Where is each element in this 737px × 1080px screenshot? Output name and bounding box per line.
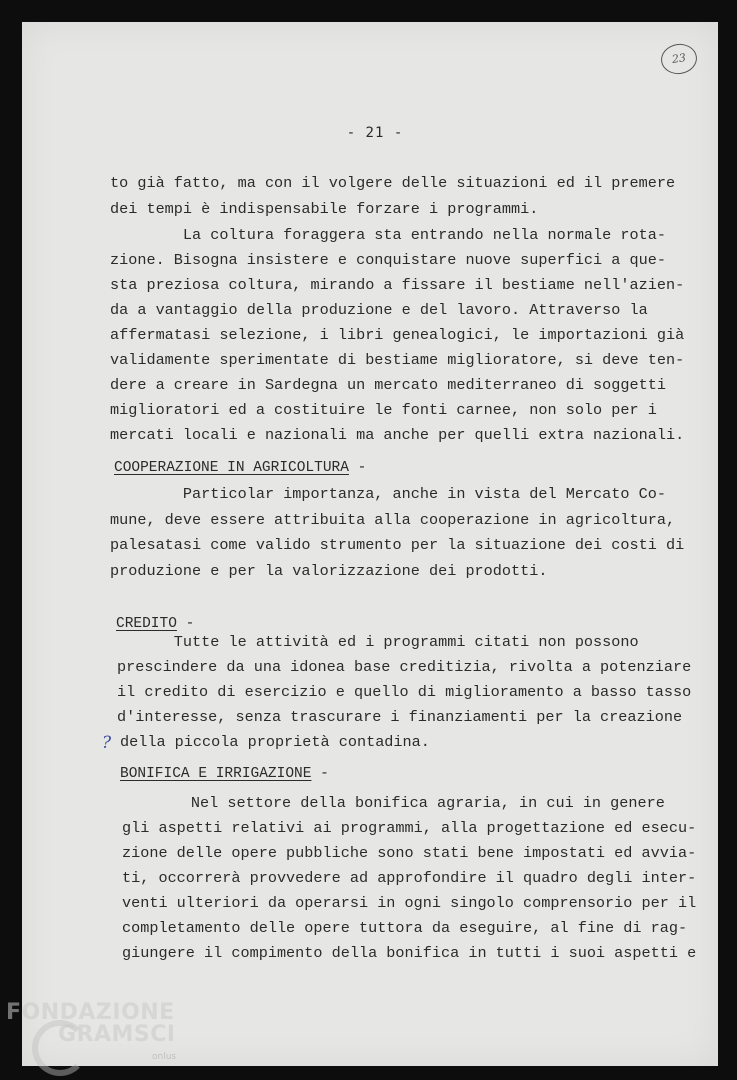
section-heading-cooperazione [114, 460, 366, 476]
body-line: della piccola proprietà contadina. [120, 733, 430, 751]
body-line: miglioratori ed a costituire le fonti carnee, non solo per i [110, 401, 657, 419]
body-line: to già fatto, ma con il volgere delle situazioni ed il premere [110, 174, 676, 192]
body-line: sta preziosa coltura, mirando a fissare il bestiame nell'azien- [110, 276, 685, 294]
body-line: Nel settore della bonifica agraria, in cui in genere [118, 794, 665, 812]
body-line: completamento delle opere tuttora da eseguire, al fine di rag- [122, 919, 688, 937]
body-line: giungere il compimento della bonifica in tutti i suoi aspetti e [122, 944, 697, 962]
body-line: d'interesse, senza trascurare i finanziamenti per la creazione [117, 708, 683, 726]
archive-page-stamp: 23 [659, 42, 699, 77]
body-line: Particolar importanza, anche in vista del Mercato Co- [110, 485, 666, 503]
body-line: prescindere da una idonea base creditizia, rivolta a potenziare [117, 658, 692, 676]
section-heading-dash: - [311, 766, 329, 782]
section-heading-dash: - [348, 460, 367, 476]
body-line: dere a creare in Sardegna un mercato mediterraneo di soggetti [110, 376, 666, 394]
section-heading-dash: - [176, 616, 195, 632]
section-heading-text: CREDITO [116, 616, 177, 632]
section-heading-bonifica [120, 766, 329, 782]
body-line: mercati locali e nazionali ma anche per quelli extra nazionali. [110, 426, 685, 444]
body-line: zione. Bisogna insistere e conquistare nuove superfici a que- [110, 251, 666, 269]
section-heading-text: BONIFICA E IRRIGAZIONE [120, 766, 312, 782]
watermark-line1: FONDAZIONE [6, 1000, 175, 1025]
body-line: il credito di esercizio e quello di miglioramento a basso tasso [117, 683, 692, 701]
section-heading-credito [116, 616, 194, 632]
body-line: ti, occorrerà provvedere ad approfondire il quadro degli inter- [122, 869, 697, 887]
section-heading-text: COOPERAZIONE IN AGRICOLTURA [114, 460, 349, 476]
body-line: validamente sperimentate di bestiame miglioratore, si deve ten- [110, 351, 685, 369]
body-line: venti ulteriori da operarsi in ogni singolo comprensorio per il [122, 894, 697, 912]
fondazione-gramsci-watermark [6, 1000, 206, 1078]
watermark-line2: GRAMSCI [58, 1022, 176, 1047]
watermark-tag: onlus [152, 1052, 177, 1062]
handwritten-margin-mark: ? [102, 733, 112, 753]
body-line: La coltura foraggera sta entrando nella normale rota- [110, 226, 666, 244]
body-line: palesatasi come valido strumento per la situazione dei costi di [110, 536, 685, 554]
body-line: affermatasi selezione, i libri genealogici, le importazioni già [110, 326, 685, 344]
body-line: mune, deve essere attribuita alla cooperazione in agricoltura, [110, 511, 676, 529]
body-line: zione delle opere pubbliche sono stati bene impostati ed avvia- [122, 844, 697, 862]
body-line: produzione e per la valorizzazione dei prodotti. [110, 562, 548, 580]
body-line: gli aspetti relativi ai programmi, alla progettazione ed esecu- [122, 819, 697, 837]
body-line: da a vantaggio della produzione e del lavoro. Attraverso la [110, 301, 648, 319]
body-line: Tutte le attività ed i programmi citati non possono [110, 633, 639, 651]
body-line: dei tempi è indispensabile forzare i programmi. [110, 200, 539, 218]
page-number: - 21 - [346, 125, 404, 141]
